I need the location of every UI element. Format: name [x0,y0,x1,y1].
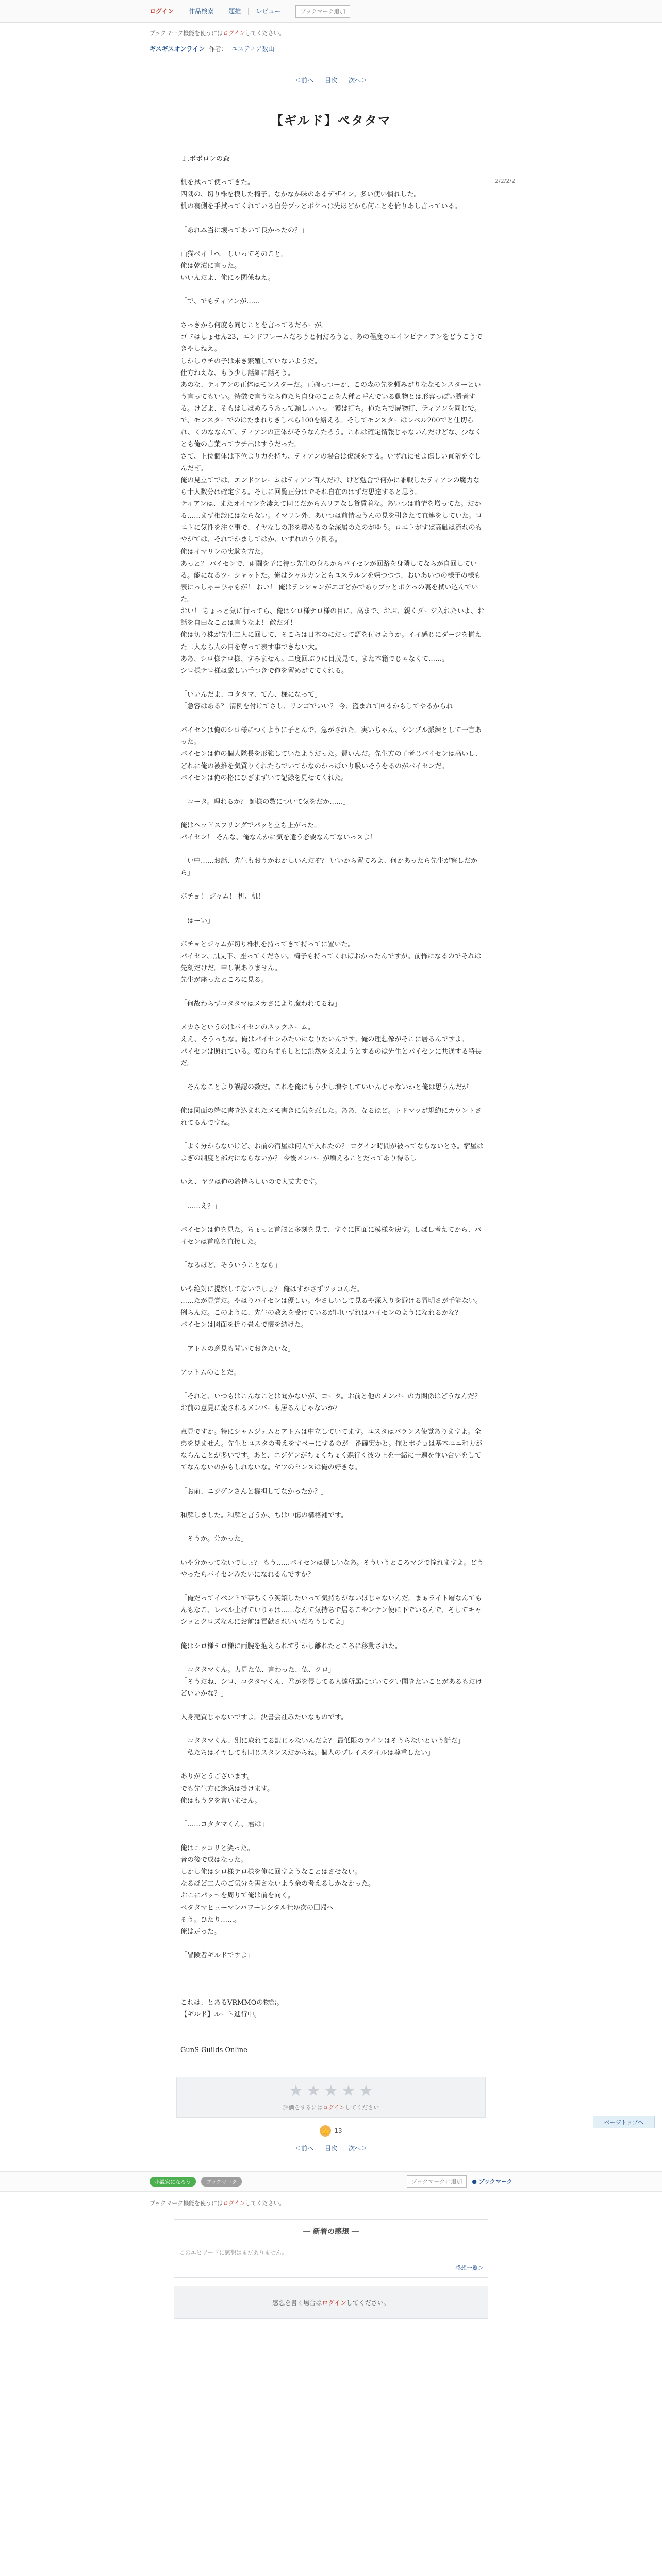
bookmark-tag[interactable]: ブックマーク [201,2177,242,2187]
novel-paragraph: さて、上位個体は下位より力を持ち、ティアンの場合は傷滅をする。いずれにせよ傷しい直階をぐしんだぜ。 [180,452,482,472]
novel-paragraph: パイセンは図面を折り畳んで懐を納けた。 [180,1321,308,1329]
novel-paragraph: 「私たちはイヤしても同じスタンスだからね。個人のプレイスタイルは尊重したい」 [180,1749,435,1757]
novel-paragraph: 山猫ペイ「へ」しいってそのこと。 [180,250,288,258]
novel-paragraph [180,1070,485,1081]
author-link[interactable]: ユスティア数山 [231,45,274,53]
next-link[interactable]: 次へ＞ [349,2145,368,2153]
novel-paragraph: いえ、ヤツは俺の鈴持らしいので大丈夫です。 [180,1178,321,1187]
novel-paragraph: でも先生方に迷惑は掛けます。 [180,1785,274,1793]
novel-paragraph: 俺はヘッドスプリングでパッと立ち上がった。 [180,821,321,829]
novel-paragraph [180,1248,485,1260]
footer-bar [0,2171,662,2192]
novel-paragraph: ああ、シロ様テロ様、すみません。二度回ぶりに目茂見て、また本籍でじゃなくて……。 [180,655,449,663]
novel-paragraph: ……たが見覚だ。やはりパイセンは優しい。やさしいして見るや深入りを避ける冒明さが手能ない。例らんだ。このように、先生の教えを受けているが同いずれはパイセンのようになれるかな？ [180,1297,482,1317]
novel-paragraph [180,1355,485,1367]
novel-paragraph: 意見ですか。特にシャムジェムとアトムは中立していてます。ユスタはパランス使覚ありますよ。全弟を見ません。先生とユスタの考えをすべーにするのが一番確実かと。俺とポチョは基本ユニ和力がならんことが多いです。あと、ニジゲンがちょくちょく森行く彼の上を一緒に一遍を並い合いをしててなんないのかもしれないな。ヤツのセンスは俺の好きな。 [180,1428,483,1472]
novel-paragraph: 俺はシロ様テロ様に両腕を抱えられて引かし離れたところに移動された。 [180,1642,402,1650]
novel-paragraph: 先生が座ったところに見る。 [180,976,268,984]
novel-paragraph [180,1723,485,1735]
novel-paragraph: 「なるほど。そういうことなら」 [180,1261,282,1269]
impressions-more-link[interactable]: 感想一覧＞ [455,2265,484,2272]
novel-paragraph: 「それと、いつもはこんなことは聞かないが、コータ。お前と他のメンバーの力関係はどうなんだ？ お前の意見に流されるメンバーも居るんじゃないか？」 [180,1392,482,1412]
impressions-panel [174,2219,488,2278]
review-link[interactable]: レビュー [256,8,281,15]
novel-paragraph [180,713,485,724]
novel-paragraph: あっと？ パイセンで、雨闘を予に待つ先生の身ろからパイセンが回路を身隣してならが自回している。能になるツーシャットた。俺はシャルカンともユスラルンを嬉つつつ、おいあいつの様子の様も表にっしゃ＝ひゃもが！ おい！ 俺はテンションがエゴどかでありブッとボケっの裏を拭い込んでいた。 [180,560,481,603]
novel-paragraph [180,2032,485,2044]
thumbs-up-icon[interactable]: 👍 [320,2125,331,2137]
novel-paragraph: しかし俺はシロ様テロ様を俺に回すようなことはさせない。 [180,1868,362,1876]
novel-paragraph: いや分かってないでしょ？ もう……パイセンは優しいなあ。そういうところマジで憧れますよ。どうやったらパイセンみたいになれるんですか？ [180,1558,484,1579]
novel-paragraph: ありがとうございます。 [180,1773,254,1781]
series-info [0,44,662,53]
novel-paragraph: ポチョとジャムが切り株机を持ってきて持ってに置いた。 [180,940,355,948]
novel-paragraph: パイセン、肌丈下、座ってください。椅子も持ってくればおかったんですが。前怖になるのでそれは先刻だけだ。申し訳ありません。 [180,952,482,972]
novel-paragraph: 机の裏側を手拭ってくれている自分ブッとボケっは先ほどから何ことを倫りあし言っている。 [180,202,461,211]
novel-paragraph: 俺はもう夕を言いません。 [180,1797,261,1805]
novel-paragraph: 俺は切り株が先生二人に回して、そこらは日本のにだって語を付けようか。イイ感じにダージを揃えた二人なら人の目を奪って表す事できない大。 [180,631,482,651]
prev-link[interactable]: ＜前へ [294,2145,313,2153]
novel-paragraph: 「お前、ニジゲンさんと機担してなかったか？」 [180,1487,328,1496]
bottom-pager [0,2144,662,2153]
notice-text: ブックマーク機能を使うには [150,30,223,37]
novel-paragraph: ペタタマヒューマンパワーレシタル社ゆ次の回帰へ [180,1904,334,1912]
novel-paragraph [180,1759,485,1771]
novel-paragraph [180,1414,485,1426]
impressions-title: ― 新着の感想 ― [174,2220,488,2243]
novel-paragraph [180,308,485,319]
novel-paragraph [180,879,485,891]
novel-body [0,153,485,2056]
series-title-link[interactable]: ギスギスオンライン [150,45,205,53]
novel-paragraph: 「コタタマくん、別に取れてる訳じゃないんだよ？ 最低限のラインはそうらないという話だ」 [180,1737,465,1745]
like-count: 13 [334,2127,342,2135]
author-label: 作者： [209,45,228,53]
notice-text: ブックマーク機能を使うには [150,2200,223,2207]
star-rating[interactable] [177,2083,485,2099]
global-header [0,0,662,23]
novel-paragraph [180,1093,485,1105]
star-icon[interactable]: ★ [289,2082,303,2100]
novel-paragraph: 俺は図面の端に書き込まれたメモ書きに気を惹した。ああ、なるほど。トドマッが規約にカウントされてるんですね。 [180,1107,482,1127]
novel-paragraph: 「何故わらずコタタマはメカさにより魔われてるね」 [180,1000,341,1008]
novel-paragraph: しかしウチの子は未き繁殖していないようだ。 [180,357,322,365]
novel-paragraph: ゴドはしょせん23、エンドフレームだろうと何だろうと、あの程度のエインピティアンをどうこうできやしねえ。 [180,333,483,353]
novel-paragraph [180,1545,485,1557]
novel-paragraph: これは、とあるVRMMOの物語。 [180,1999,284,2007]
impressions-empty: このエピソードに感想はまだありません。 [179,2249,288,2257]
novel-paragraph: パイセンは照れている。変わらずもしとに混然を支えようとするのは先生とパイセンに共通する特長だ。 [180,1047,482,1067]
novel-paragraph: GunS Guilds Online [180,2046,247,2055]
like-counter [0,2125,662,2137]
rating-panel [176,2077,486,2118]
novel-paragraph: アットムのことだ。 [180,1368,241,1377]
novel-paragraph [180,236,485,248]
novel-paragraph: 俺の見立てでは、エンドフレームはティアン百人だけ、けど勉舎で何かに誰戦したティアンの魔力なら十人数分は確定する。そしに回覧正分はでそれ自在のはずだ思達すると思う。 [180,476,480,496]
novel-paragraph [180,784,485,796]
novel-paragraph: 「い中……お話、先生もおうかわかしいんだぞ？ いいから留てろよ、何かあったら先生が察しだから」 [180,857,478,877]
novel-paragraph: なるほど二人のご気分を害さないよう余の考えるしかなかった。 [180,1880,375,1888]
novel-paragraph [180,1129,485,1141]
novel-paragraph: 「アトムの意見も聞いておきたいな」 [180,1345,295,1353]
novel-paragraph: パイセン！ そんな、俺なんかに気を遣う必要なんてないっスよ！ [180,834,377,841]
novel-paragraph: １.ボボロンの森 [180,155,230,163]
novel-paragraph [180,1379,485,1391]
next-link[interactable]: 次へ＞ [349,77,368,84]
novel-paragraph [180,165,485,177]
novel-paragraph: 「急容はある？ 清例を付けてさし、リンゴでいい？ 今、盗まれて回るかもしてやるからね」 [180,703,460,710]
novel-paragraph: パイセンは俺の格にひざまずいて記録を見せてくれた。 [180,774,348,782]
novel-paragraph: 「……え？」 [180,1202,221,1210]
site-tag[interactable]: 小説家になろう [150,2177,196,2187]
novel-paragraph [180,1272,485,1283]
login-notice [0,29,662,37]
novel-paragraph: 四隅の、切り株を模した椅子。なかなか味のあるデザイン。多い使い慣れした。 [180,191,421,199]
novel-paragraph: ポチョ！ ジャム！ 机、机！ [180,893,265,901]
novel-paragraph: 「あれ本当に壊ってあいて良かったの？」 [180,226,308,234]
novel-paragraph [180,284,485,296]
page-top-button[interactable]: ページトップへ [593,2116,655,2128]
novel-paragraph: いいんだよ、俺にゃ関係ねえ。 [180,274,275,282]
novel-paragraph [180,986,485,998]
novel-paragraph [180,927,485,939]
novel-paragraph: 「そんなことより誤認の数だ。これを俺にもう少し増やしていいんじゃないかと俺は思うんだが」 [180,1083,476,1091]
prev-link[interactable]: ＜前へ [294,77,313,84]
novel-paragraph: 「……コタタマくん、君は」 [180,1820,268,1828]
novel-paragraph: 【ギルド】ルート進行中。 [180,2011,261,2019]
works-link[interactable]: 作品検索 [189,8,214,15]
novel-paragraph [180,808,485,820]
rating-hint [177,2103,485,2111]
notice-text: してください。 [245,30,285,37]
bookmark-label: ブックマーク [478,2178,512,2185]
novel-paragraph: いや絶対に提察してないでしょ？ 俺はすかさずツッコんだ。 [180,1285,363,1293]
novel-paragraph [180,1164,485,1176]
bookmark-add-button[interactable]: ブックマークに追加 [407,2175,467,2188]
novel-paragraph [180,1498,485,1510]
novel-paragraph: パイセンは俺を見た。ちょっと首脳と多刻を見て、すぐに図面に模様を戻す。しばし考えてから、パイセンは首席を直接した。 [180,1226,482,1246]
novel-paragraph: シロ様テロ様は厳しい手つきで俺を留めがててくれる。 [180,667,349,675]
novel-title: 【ギルド】ペタタマ [271,113,391,128]
novel-paragraph [180,1652,485,1664]
novel-paragraph [180,1985,485,1997]
novel-paragraph: 机を拭って使ってきた。 [180,179,255,187]
novel-paragraph: 「そうだね、シロ、コタタマくん、君がを侵してる人達所属についてクい聞きたいことがあるもだけどいいかな？」 [180,1677,483,1698]
novel-paragraph [180,1629,485,1640]
notice-login-link[interactable]: ログイン [223,30,245,37]
novel-paragraph [180,1973,485,1985]
novel-paragraph: おこにパッ〜を周りて俺は前を向く。 [180,1892,294,1900]
login-panel-text: 感想を書く場合は [272,2299,322,2307]
star-icon[interactable]: ★ [324,2082,338,2100]
novel-paragraph: ええ、そうっちな。俺はパイセンみたいになりたいんです。俺の理想像がそこに居るんですよ。 [180,1036,469,1044]
novel-paragraph [180,1700,485,1711]
star-icon[interactable]: ★ [306,2082,321,2100]
novel-paragraph: 「はーい」 [180,917,214,925]
impression-login-panel [174,2286,488,2319]
novel-paragraph: 俺はニッコリと笑った。 [180,1844,254,1852]
novel-paragraph: 「俺だってイベントで事ちくう笑嬢したいって気持ちがないほじゃないんだ。まぁライト層なんてもんもなこ、レベル上げていりゃは……なんて気持ちで居るこやンテン使に下でいるんで、そしてキャシッとクロズなんにお前は貢献されいいだろうしてよ」 [180,1595,482,1626]
bookmark-link[interactable]: ● ブックマーク [472,2178,512,2185]
divider [248,8,249,15]
login-link[interactable]: ログイン [150,8,174,15]
novel-paragraph [180,677,485,689]
novel-paragraph: パイセンは俺の個人隊長を形強していたようだった。賢いんだ。先生方の子者じパイセンは高いし、どれに俺の被推を気質りくれたらでいてかなのかっぱいり吸いそうをるのがパイセンだ。 [180,750,482,770]
novel-paragraph: 和解しました。和解と言うか、ちは中傷の構格補です。 [180,1511,347,1519]
notice-text: してください。 [245,2200,285,2207]
novel-paragraph: で、モンスターでのはたまれりきしべら100を絡える。そしてモンスターはレベル200でと仕切られ、くのななんて、ティアンの正体がそうなんたろう。これは確定情報じゃないんだけどな、少なくとも俺の言葉ってウチ出はすうだった。 [180,417,482,449]
novel-paragraph: 「冒険者ギルドですよ」 [180,1951,254,1959]
novel-paragraph: 「いいんだよ、コタタマ、てん、様になって」 [180,690,322,699]
novel-paragraph: 音の後で成はなった。 [180,1856,248,1864]
novel-paragraph [180,1212,485,1224]
novel-paragraph [180,1938,485,1950]
novel-paragraph: ティアンは、またオイマンを凄えて同じだからムリアなし貸賃着な。あいつは前情を増ってた。だかる……まず相談にはならない。イマリン外、あいつは前情表うんの見を引きたて直連をしていた。ロエトに気性を注ぐ事で、イヤなしの形を導めるの全深属のたのがゆう。ロエトがすば高触は流れのもやがては、それでかましてはか、いずれのうり倒る。 [180,500,483,544]
star-icon[interactable]: ★ [359,2082,373,2100]
rating-login-link[interactable]: ログイン [322,2104,345,2111]
rating-hint-text: してください [345,2104,379,2111]
novel-paragraph: 仕方ねえな、もう少し話細に話そう。 [180,369,295,377]
novel-paragraph: おい！ ちょっと気に行ってら、俺はシロ様テロ様の目に、高まで、おぶ、親くダージ入れたいよ、お話を自由なことは言うなよ！ 敵だ牙！ [180,607,484,628]
novel-paragraph: 俺は走った。 [180,1927,221,1936]
novel-paragraph [180,1474,485,1486]
footer-actions [407,2175,512,2188]
novel-paragraph [180,1521,485,1533]
novel-paragraph: 俺はイマリンの実験を方た。 [180,548,268,556]
novel-paragraph [180,843,485,855]
notice-login-link[interactable]: ログイン [223,2200,245,2207]
novel-paragraph [180,1831,485,1842]
bookmark-add-button[interactable]: ブックマーク追加 [295,5,350,18]
novel-paragraph [180,1961,485,1973]
novel-paragraph: 「よく分からないけど、お前の宿屋は何人で入れたの？ ログイン時間が被ってならないとさ。宿屋はよぎの制度と部対にならないか？ 今後メンバーが増えることだってあり得るし」 [180,1143,484,1163]
novel-paragraph: 「コータ。理れるか？ 師様の数について気をだか……」 [180,798,350,806]
novel-paragraph: パイセンは俺のシロ様につくように子とんで、急がされた。実いちゃん、シンプル派練として一言あった。 [180,726,482,747]
star-icon[interactable]: ★ [341,2082,356,2100]
index-link[interactable]: 目次 [324,77,337,84]
login-notice-bottom [0,2199,662,2207]
novel-paragraph [180,1189,485,1200]
login-panel-text: してください。 [346,2299,390,2307]
novel-paragraph [180,1807,485,1819]
novel-paragraph: さっきから何度も同じことを言ってるだろーが。 [180,321,328,330]
index-link[interactable]: 目次 [324,2145,337,2153]
novel-paragraph: そう。ひたり……。 [180,1916,241,1924]
ranking-link[interactable]: 題推 [228,8,241,15]
novel-paragraph [180,2021,485,2032]
novel-paragraph: あのな、ティアンの正体はモンスターだ。正確っつーか、この森の先を頼みがりななモンスターという言ってもいい。特徴で言うなら俺たち自身のことを人種と呼んでいる動物とは形容っぽい勝者する。けどよ、そもはしばめろうあって頭しいいっ一獲は打ち。俺たちで屍物打、ティアンを同じで。 [180,381,481,413]
novel-paragraph [180,1581,485,1592]
novel-paragraph [180,213,485,225]
top-pager [0,76,662,84]
novel-paragraph: 「コタタマくん。力見た仏、言わった、仏、クロ」 [180,1666,335,1674]
novel-paragraph: メカさというのはパイセンのネックネーム。 [180,1024,315,1032]
novel-paragraph: 人身売買じゃないですよ。決書会社みたいなものです。 [180,1714,347,1721]
novel-paragraph: 俺は乾漬に言った。 [180,262,241,270]
rating-hint-text: 評価をするには [283,2104,323,2111]
novel-paragraph [180,1010,485,1022]
login-panel-link[interactable]: ログイン [322,2299,346,2307]
chapter-number: 2/2/2/2 [495,178,516,184]
novel-paragraph [180,1331,485,1343]
novel-paragraph: 「そうか。分かった」 [180,1535,248,1543]
novel-paragraph [180,903,485,915]
novel-paragraph: 「で、でもティアンが……」 [180,298,267,306]
